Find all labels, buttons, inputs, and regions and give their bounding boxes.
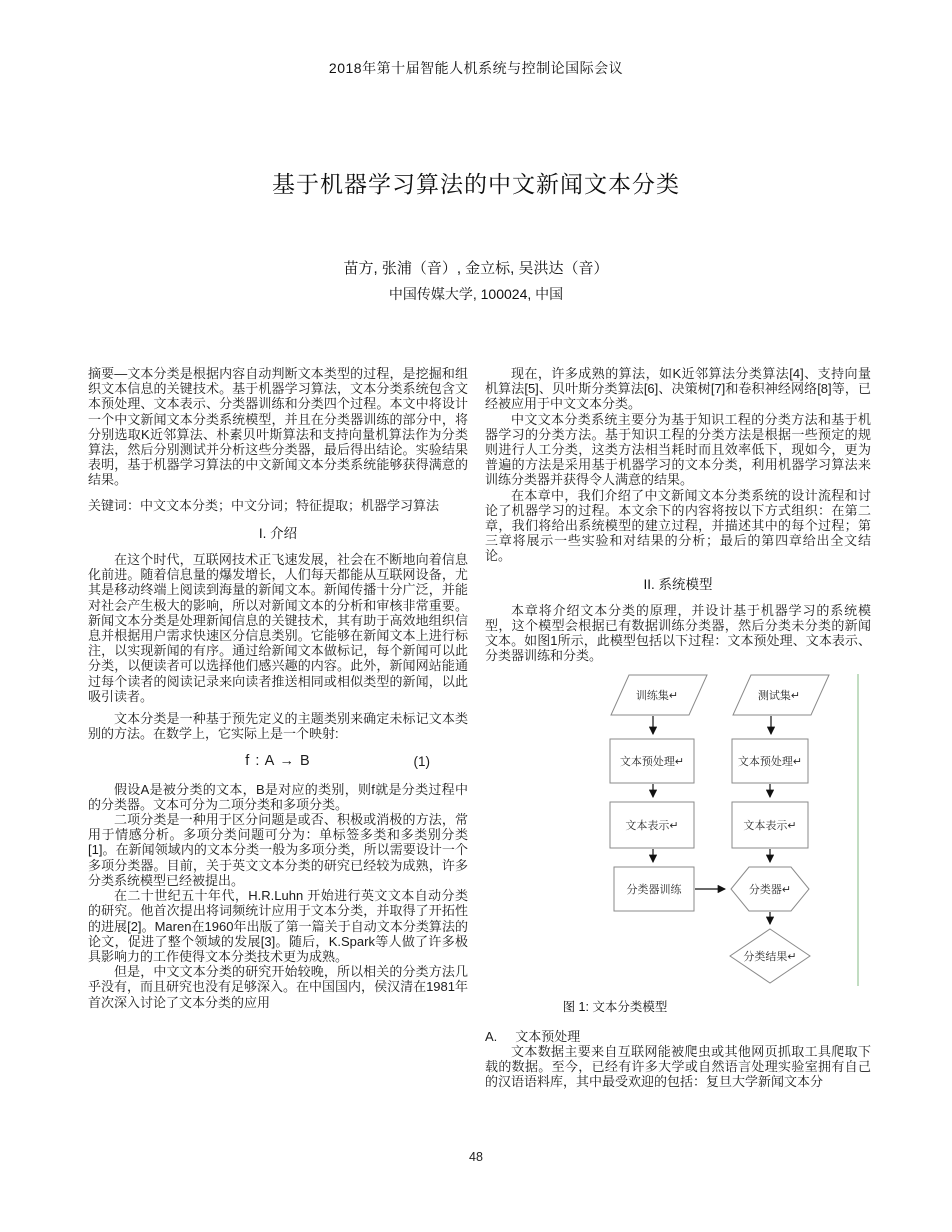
abstract-paragraph bbox=[88, 366, 468, 488]
represent-left-label: 文本表示↵ bbox=[625, 819, 679, 832]
equation-1-expression: f : A → B bbox=[245, 753, 311, 770]
paper-title: 基于机器学习算法的中文新闻文本分类 bbox=[272, 171, 680, 197]
classification-methods-paragraph: 中文文本分类系统主要分为基于知识工程的分类方法和基于机器学习的分类方法。基于知识工程的分类方法是根据一些预定的规则进行人工分类，这类方法相当耗时而且效率低下，现如今，更为普遍的方法是采用基于机器学习的文本分类，利用机器学习算法来训练分类器并获得令人满意的结果。 bbox=[485, 411, 871, 488]
system-model-paragraph: 本章将介绍文本分类的原理，并设计基于机器学习的系统模型，这个模型会根据已有数据训练分类器，然后分类未分类的新闻文本。如图1所示，此模型包括以下过程：文本预处理、文本表示、分类器训练和分类。 bbox=[485, 602, 871, 664]
left-column bbox=[88, 366, 468, 1090]
section-heading-system-model: II. 系统模型 bbox=[643, 576, 713, 592]
section-heading-introduction: I. 介绍 bbox=[258, 525, 298, 541]
right-column bbox=[485, 366, 871, 1090]
keywords-line: 关键词：中文文本分类；中文分词；特征提取；机器学习算法 bbox=[88, 497, 440, 513]
subsection-a-title: 文本预处理 bbox=[515, 1028, 581, 1044]
equation-1 bbox=[88, 754, 468, 769]
intro-paragraph-1: 在这个时代，互联网技术正飞速发展，社会在不断地向着信息化前进。随着信息量的爆发增长，人们每天都能从互联网设备，尤其是移动终端上阅读到海量的新闻文本。新闻传播十分广泛，并能对社会产生极大的影响，所以对新闻文本的分析和审核非常重要。新闻文本分类是处理新闻信息的关键技术，其有助于高效地组织信息并根据用户需求快速区分信息类别。它能够在新闻文本上进行标注，以实现新闻的有序。通过给新闻文本做标记，每个新闻可以此分类，以便读者可以选择他们感兴趣的内容。此外，新闻网站能通过每个读者的阅读记录来向读者推送相同或相似类型的新闻，以此吸引读者。 bbox=[88, 552, 468, 704]
classifier-label: 分类器↵ bbox=[748, 883, 792, 896]
result-label: 分类结果↵ bbox=[743, 950, 797, 963]
test-set-label: 测试集↵ bbox=[757, 689, 801, 702]
train-set-label: 训练集↵ bbox=[635, 689, 679, 702]
abstract-label: 摘要— bbox=[88, 366, 128, 381]
preprocessing-paragraph: 文本数据主要来自互联网能被爬虫或其他网页抓取工具爬取下载的数据。至今，已经有许多大学或自然语言处理实验室拥有自己的汉语语料库，其中最受欢迎的包括：复旦大学新闻文本分 bbox=[485, 1044, 871, 1090]
algorithms-paragraph: 现在，许多成熟的算法，如K近邻算法分类算法[4]、支持向量机算法[5]、贝叶斯分类算法[6]、决策树[7]和卷积神经网络[8]等，已经被应用于中文文本分类。 bbox=[485, 366, 871, 412]
preprocess-right-label: 文本预处理↵ bbox=[737, 755, 803, 768]
subsection-a-label: A. bbox=[485, 1028, 498, 1044]
text-classification-model-diagram bbox=[601, 674, 859, 986]
intro-paragraph-2: 文本分类是一种基于预先定义的主题类别来确定未标记文本类别的方法。在数学上，它实际上是一个映射: bbox=[88, 711, 468, 742]
intro-paragraph-6: 但是，中文文本分类的研究开始较晚，所以相关的分类方法几乎没有，而且研究也没有足够深入。在中国国内，侯汉清在1981年首次深入讨论了文本分类的应用 bbox=[88, 964, 468, 1010]
abstract-text: 文本分类是根据内容自动判断文本类型的过程，是挖掘和组织文本信息的关键技术。基于机器学习算法，文本分类系统包含文本预处理、文本表示、分类器训练和分类四个过程。本文中将设计一个中文新闻文本分类系统模型，并且在分类器训练的部分中，将分别选取K近邻算法、朴素贝叶斯算法和支持向量机算法作为分类算法，然后分别测试并分析这些分类器，最后得出结论。实验结果表明，基于机器学习算法的中文新闻文本分类系统能够获得满意的结果。 bbox=[88, 366, 468, 488]
chapter-organization-paragraph: 在本章中，我们介绍了中文新闻文本分类系统的设计流程和讨论了机器学习的过程。本文余下的内容将按以下方式组织：在第二章，我们将给出系统模型的建立过程，并描述其中的每个过程；第三章将展示一些实验和对结果的分析；最后的第四章给出全文结论。 bbox=[485, 487, 871, 564]
figure-1-caption: 图 1: 文本分类模型 bbox=[562, 999, 668, 1014]
represent-right-label: 文本表示↵ bbox=[743, 819, 797, 832]
authors-line: 苗方, 张浦（音）, 金立标, 吴洪达（音） bbox=[343, 260, 609, 277]
conference-header: 2018年第十届智能人机系统与控制论国际会议 bbox=[328, 60, 624, 76]
intro-paragraph-5: 在二十世纪五十年代，H.R.Luhn 开始进行英文文本自动分类的研究。他首次提出将词频统计应用于文本分类，并取得了开拓性的进展[2]。Maren在1960年出版了第一篇关于自动文本分类算法的论文，促进了整个领域的发展[3]。随后，K.Spark等人做了许多极具影响力的工作使得文本分类技术更为成熟。 bbox=[88, 888, 468, 964]
subsection-a-heading bbox=[485, 1029, 871, 1044]
figure-1-flowchart bbox=[601, 674, 859, 986]
affiliation-line: 中国传媒大学, 100024, 中国 bbox=[388, 286, 564, 302]
page-number: 48 bbox=[469, 1150, 483, 1164]
preprocess-left-label: 文本预处理↵ bbox=[619, 755, 685, 768]
intro-paragraph-4: 二项分类是一种用于区分问题是或否、积极或消极的方法，常用于情感分析。多项分类问题可分为：单标签多类和多类别分类[1]。在新闻领域内的文本分类一般为多项分类，所以需要设计一个多项分类器。目前，关于英文文本分类的研究已经较为成熟，许多分类系统模型已经被提出。 bbox=[88, 812, 468, 888]
classifier-training-label: 分类器训练 bbox=[626, 883, 682, 896]
two-column-body bbox=[88, 366, 952, 1090]
intro-paragraph-3: 假设A是被分类的文本，B是对应的类别，则f就是分类过程中的分类器。文本可分为二项分类和多项分类。 bbox=[88, 781, 468, 812]
figure-edge-artifact-line bbox=[857, 674, 859, 986]
equation-1-number: (1) bbox=[413, 754, 430, 770]
